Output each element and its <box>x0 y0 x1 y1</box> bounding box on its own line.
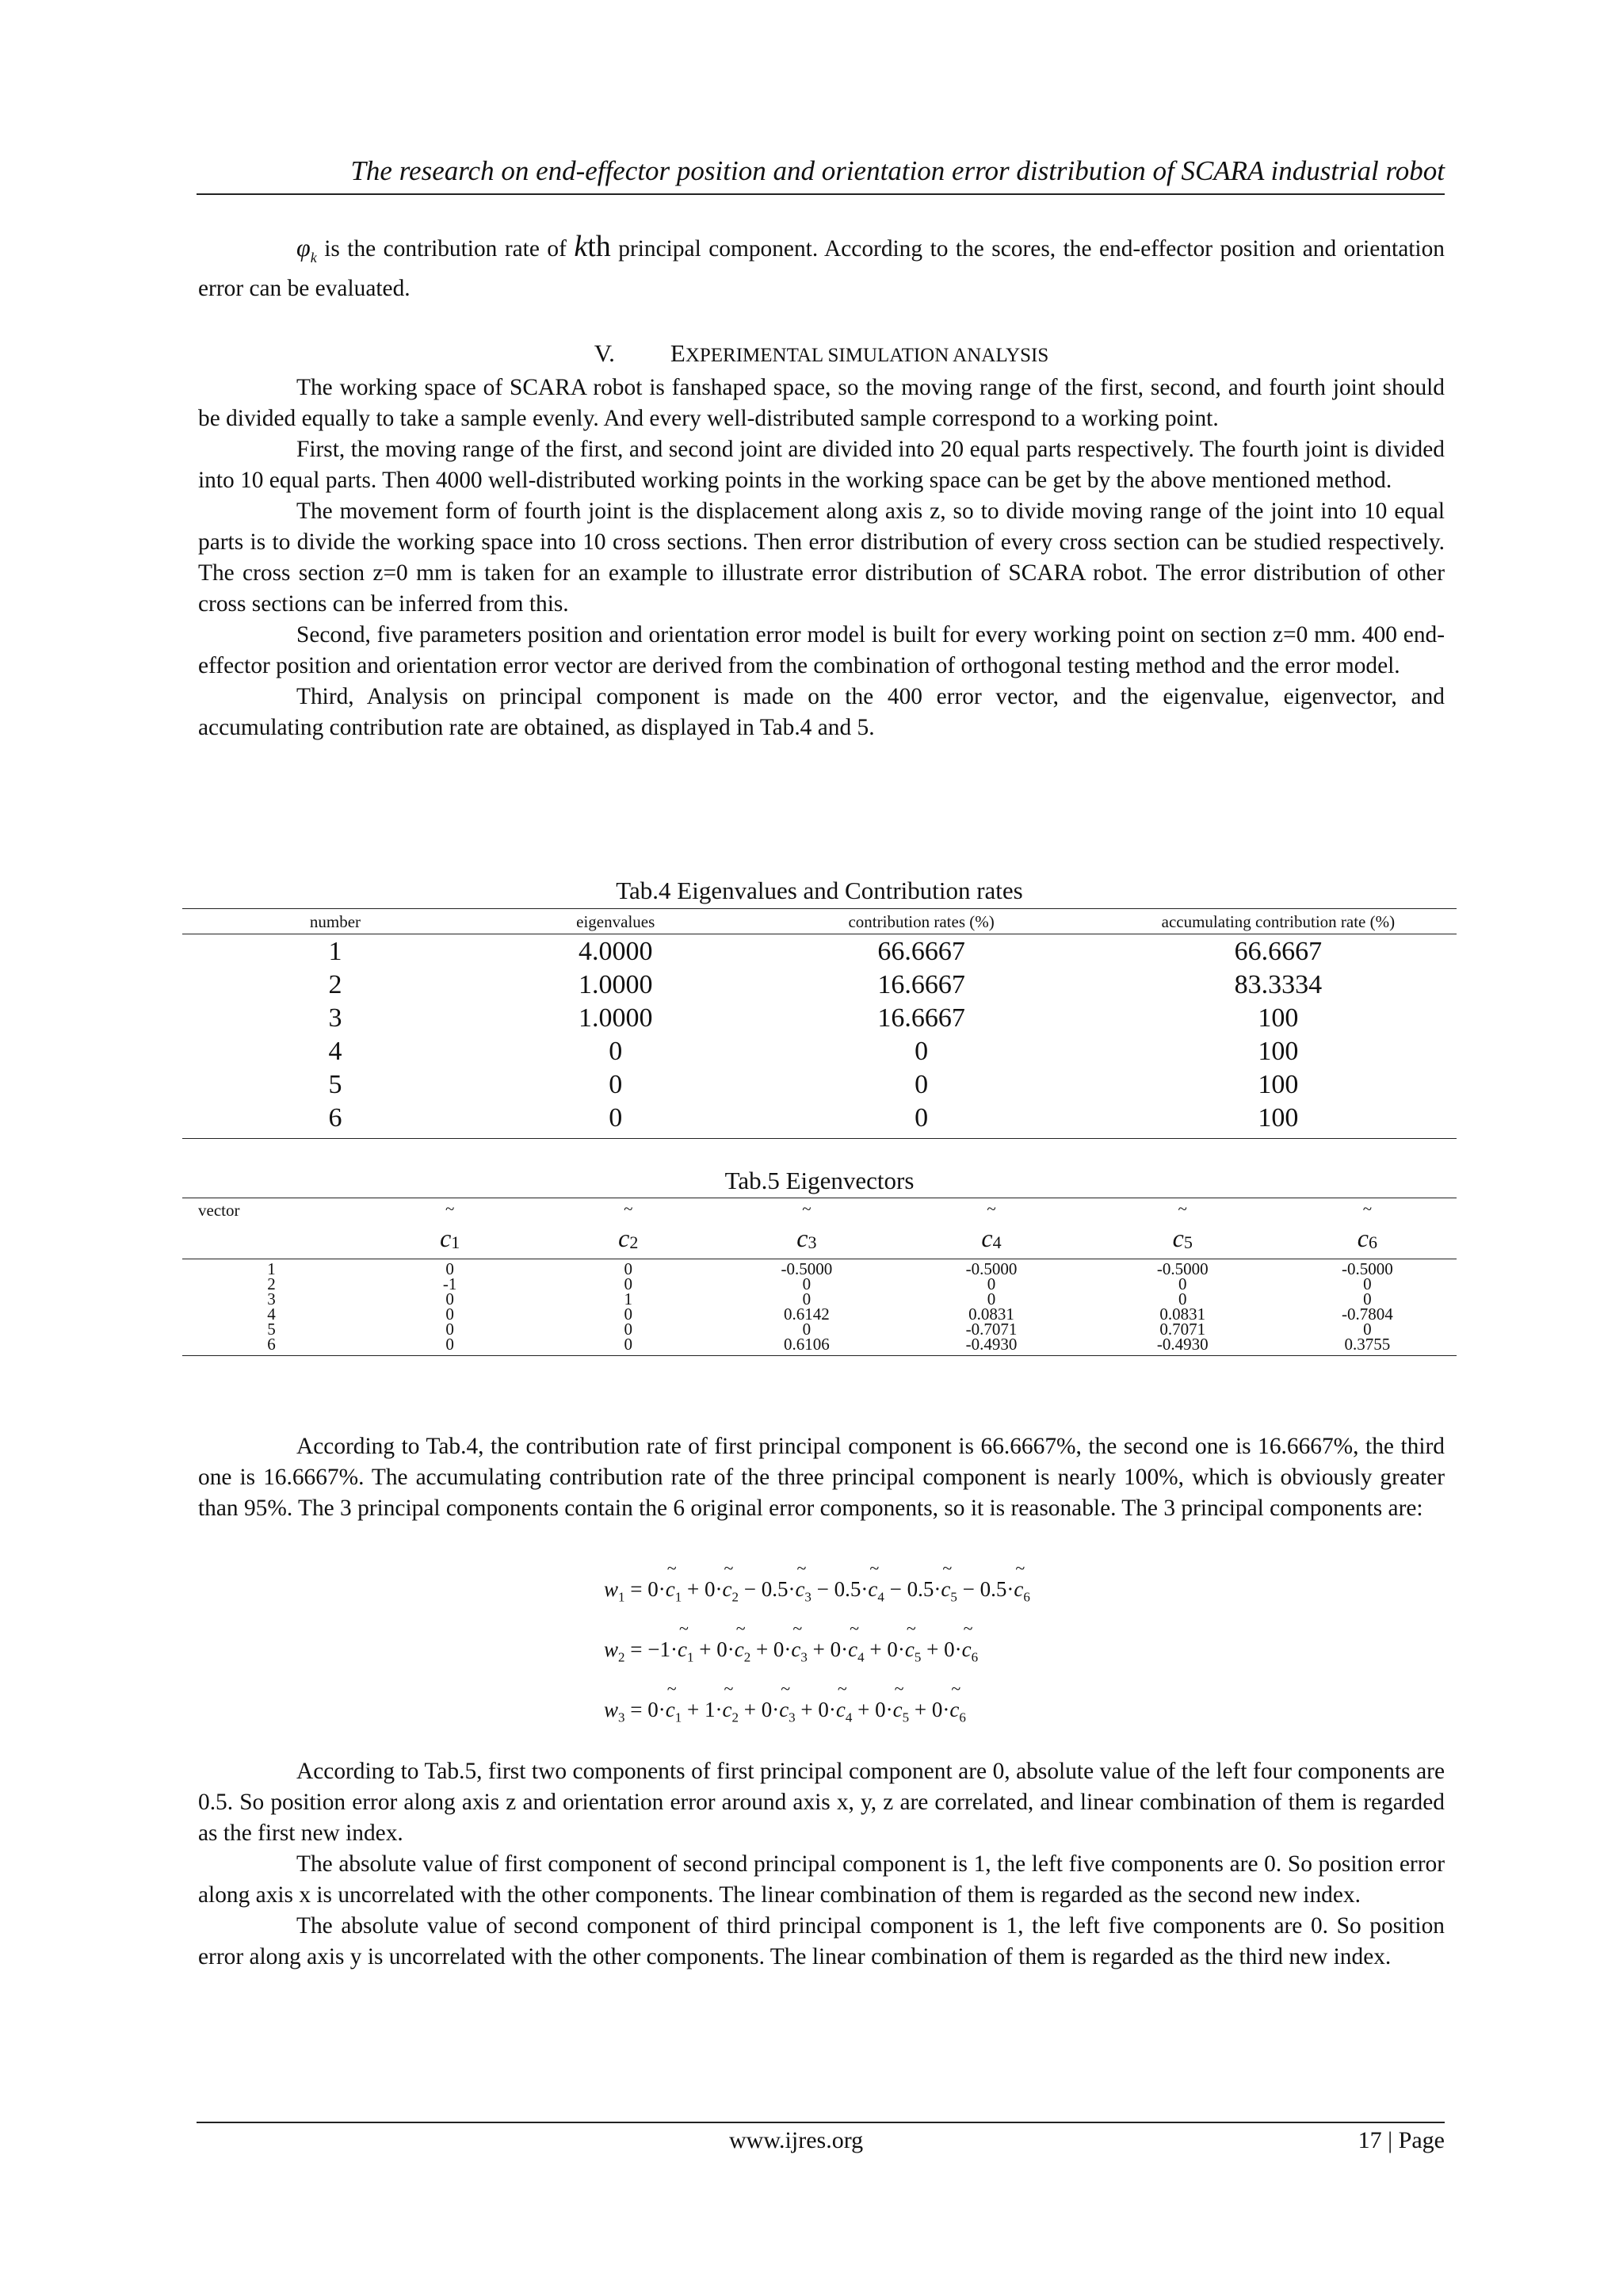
phi-subscript: k <box>310 250 317 266</box>
table4-bottom-rule <box>182 1138 1457 1139</box>
c2-symbol: ~ $c_2$ <box>618 1199 639 1252</box>
equation-w1: $w_1$ = 0·~ $c_1$ + 0·~ $c_2$ − 0.5·~ $c_3$ − 0.5·~ $c_4$ − 0.5·~ $c_5$ − 0.5·~ $c_6$ <box>604 1577 1030 1605</box>
paragraph: The absolute value of first component of second principal component is 1, the left five components are 0. So position error along axis x is uncorrelated with the other components. The linear combination of them is regarded as the second new index. <box>198 1851 1445 1908</box>
section-body <box>198 372 1445 743</box>
table4-header: eigenvalues <box>576 911 655 931</box>
c4-symbol: ~ $c_4$ <box>981 1199 1002 1252</box>
kth-symbol: kth <box>574 230 611 263</box>
table4-header-row <box>182 910 1457 934</box>
paragraph: According to Tab.5, first two components of first principal component are 0, absolute value of the left four components are 0.5. So position error along axis z and orientation error around axis x, y, z are correlated, and linear combination of them is regarded as the first new index. <box>198 1759 1445 1846</box>
page-number: 17 | Page <box>1358 2127 1445 2153</box>
section-title-rest: XPERIMENTAL SIMULATION ANALYSIS <box>685 345 1049 366</box>
c6-symbol: ~ $c_6$ <box>1357 1199 1377 1252</box>
closing-section <box>198 1756 1445 1973</box>
equation-w3: $w_3$ = 0·~ $c_1$ + 1·~ $c_2$ + 0·~ $c_3$ + 0·~ $c_4$ + 0·~ $c_5$ + 0·~ $c_6$ <box>604 1698 966 1725</box>
intro-paragraph <box>198 231 1445 304</box>
paragraph: The absolute value of second component of third principal component is 1, the left five components are 0. So position error along axis y is uncorrelated with the other components. The linear combination of them is regarded as the third new index. <box>198 1913 1445 1969</box>
table4 <box>182 910 1457 934</box>
c1-symbol: ~ $c_1$ <box>440 1199 460 1252</box>
table-row: 6 0 0 100 <box>328 1103 1299 1133</box>
table5 <box>182 1199 1457 1251</box>
paragraph: The working space of SCARA robot is fanshaped space, so the moving range of the first, second, and fourth joint should be divided equally to take a sample evenly. And every well-distributed sample correspond to a working point. <box>198 375 1445 431</box>
table-row: 5 0 0 0 -0.7071 0.7071 0 <box>267 1320 1372 1339</box>
paragraph: Third, Analysis on principal component is made on the 400 error vector, and the eigenvalue, eigenvector, and accumulating contribution rate are obtained, as displayed in Tab.4 and 5. <box>198 684 1445 740</box>
paragraph: The movement form of fourth joint is the displacement along axis z, so to divide moving range of the joint into 10 equal parts is to divide the working space into 10 cross sections. Then error distribution of every cross section can be studied respectively. The cross section z=0 mm is taken for an example to illustrate error distribution of SCARA robot. The error distribution of other cross sections can be inferred from this. <box>198 499 1445 617</box>
section-title-initial: E <box>670 339 685 367</box>
section-number: V. <box>594 339 615 367</box>
table4-header: accumulating contribution rate (%) <box>1161 911 1396 931</box>
footer-rule <box>197 2122 1445 2123</box>
table-row: 2 1.0000 16.6667 83.3334 <box>328 970 1323 999</box>
table-row: 3 0 1 0 0 0 0 <box>267 1289 1372 1308</box>
table4-top-rule <box>182 908 1457 909</box>
table4-caption: Tab.4 Eigenvalues and Contribution rates <box>616 877 1023 904</box>
table-row: 5 0 0 100 <box>328 1070 1299 1099</box>
table-row: 3 1.0000 16.6667 100 <box>328 1003 1299 1033</box>
table5-body <box>182 1259 1457 1354</box>
intro-text-b: principal component. According to the scores, the end-effector position and orientation error can be evaluated. <box>198 236 1445 301</box>
phi-symbol: φ <box>296 233 311 262</box>
section-heading <box>198 339 1445 368</box>
c5-symbol: ~ $c_5$ <box>1172 1199 1193 1252</box>
equation-w2: $w_2$ = −1·~ $c_1$ + 0·~ $c_2$ + 0·~ $c_3$ + 0·~ $c_4$ + 0·~ $c_5$ + 0·~ $c_6$ <box>604 1637 978 1665</box>
table-row: 1 4.0000 66.6667 66.6667 <box>328 937 1323 966</box>
paragraph: Second, five parameters position and orientation error model is built for every working point on section z=0 mm. 400 end-effector position and orientation error vector are derived from the combination of orthogonal testing method and the error model. <box>198 622 1445 678</box>
table-row: 1 0 0 -0.5000 -0.5000 -0.5000 -0.5000 <box>267 1259 1393 1278</box>
table4-header: contribution rates (%) <box>848 911 995 931</box>
table5-caption: Tab.5 Eigenvectors <box>724 1167 915 1194</box>
paragraph: First, the moving range of the first, and second joint are divided into 20 equal parts respectively. The fourth joint is divided into 10 equal parts. Then 4000 well-distributed working points in the working space can be get by the above mentioned method. <box>198 437 1445 493</box>
intro-text-a: is the contribution rate of <box>316 236 575 262</box>
table4-body <box>182 935 1457 1135</box>
table-row: 4 0 0 100 <box>328 1037 1299 1066</box>
header-rule <box>197 193 1445 195</box>
table-row: 6 0 0 0.6106 -0.4930 -0.4930 0.3755 <box>267 1335 1391 1354</box>
table5-vector-label: vector <box>198 1201 240 1220</box>
table5-header-row <box>182 1199 1457 1251</box>
table4-header: number <box>309 911 361 931</box>
table-row: 4 0 0 0.6142 0.0831 0.0831 -0.7804 <box>267 1305 1393 1324</box>
c3-symbol: ~ $c_3$ <box>796 1199 817 1252</box>
running-header: The research on end-effector position and orientation error distribution of SCARA industrial robot <box>350 155 1445 186</box>
analysis-paragraph: According to Tab.4, the contribution rate of first principal component is 66.6667%, the second one is 16.6667%, the third one is 16.6667%. The accumulating contribution rate of the three principal component is nearly 100%, which is obviously greater than 95%. The 3 principal components contain the 6 original error components, so it is reasonable. The 3 principal components are: <box>198 1434 1445 1521</box>
footer-url: www.ijres.org <box>729 2127 864 2153</box>
table-row: 2 -1 0 0 0 0 0 <box>267 1274 1372 1293</box>
table5-bottom-rule <box>182 1355 1457 1356</box>
